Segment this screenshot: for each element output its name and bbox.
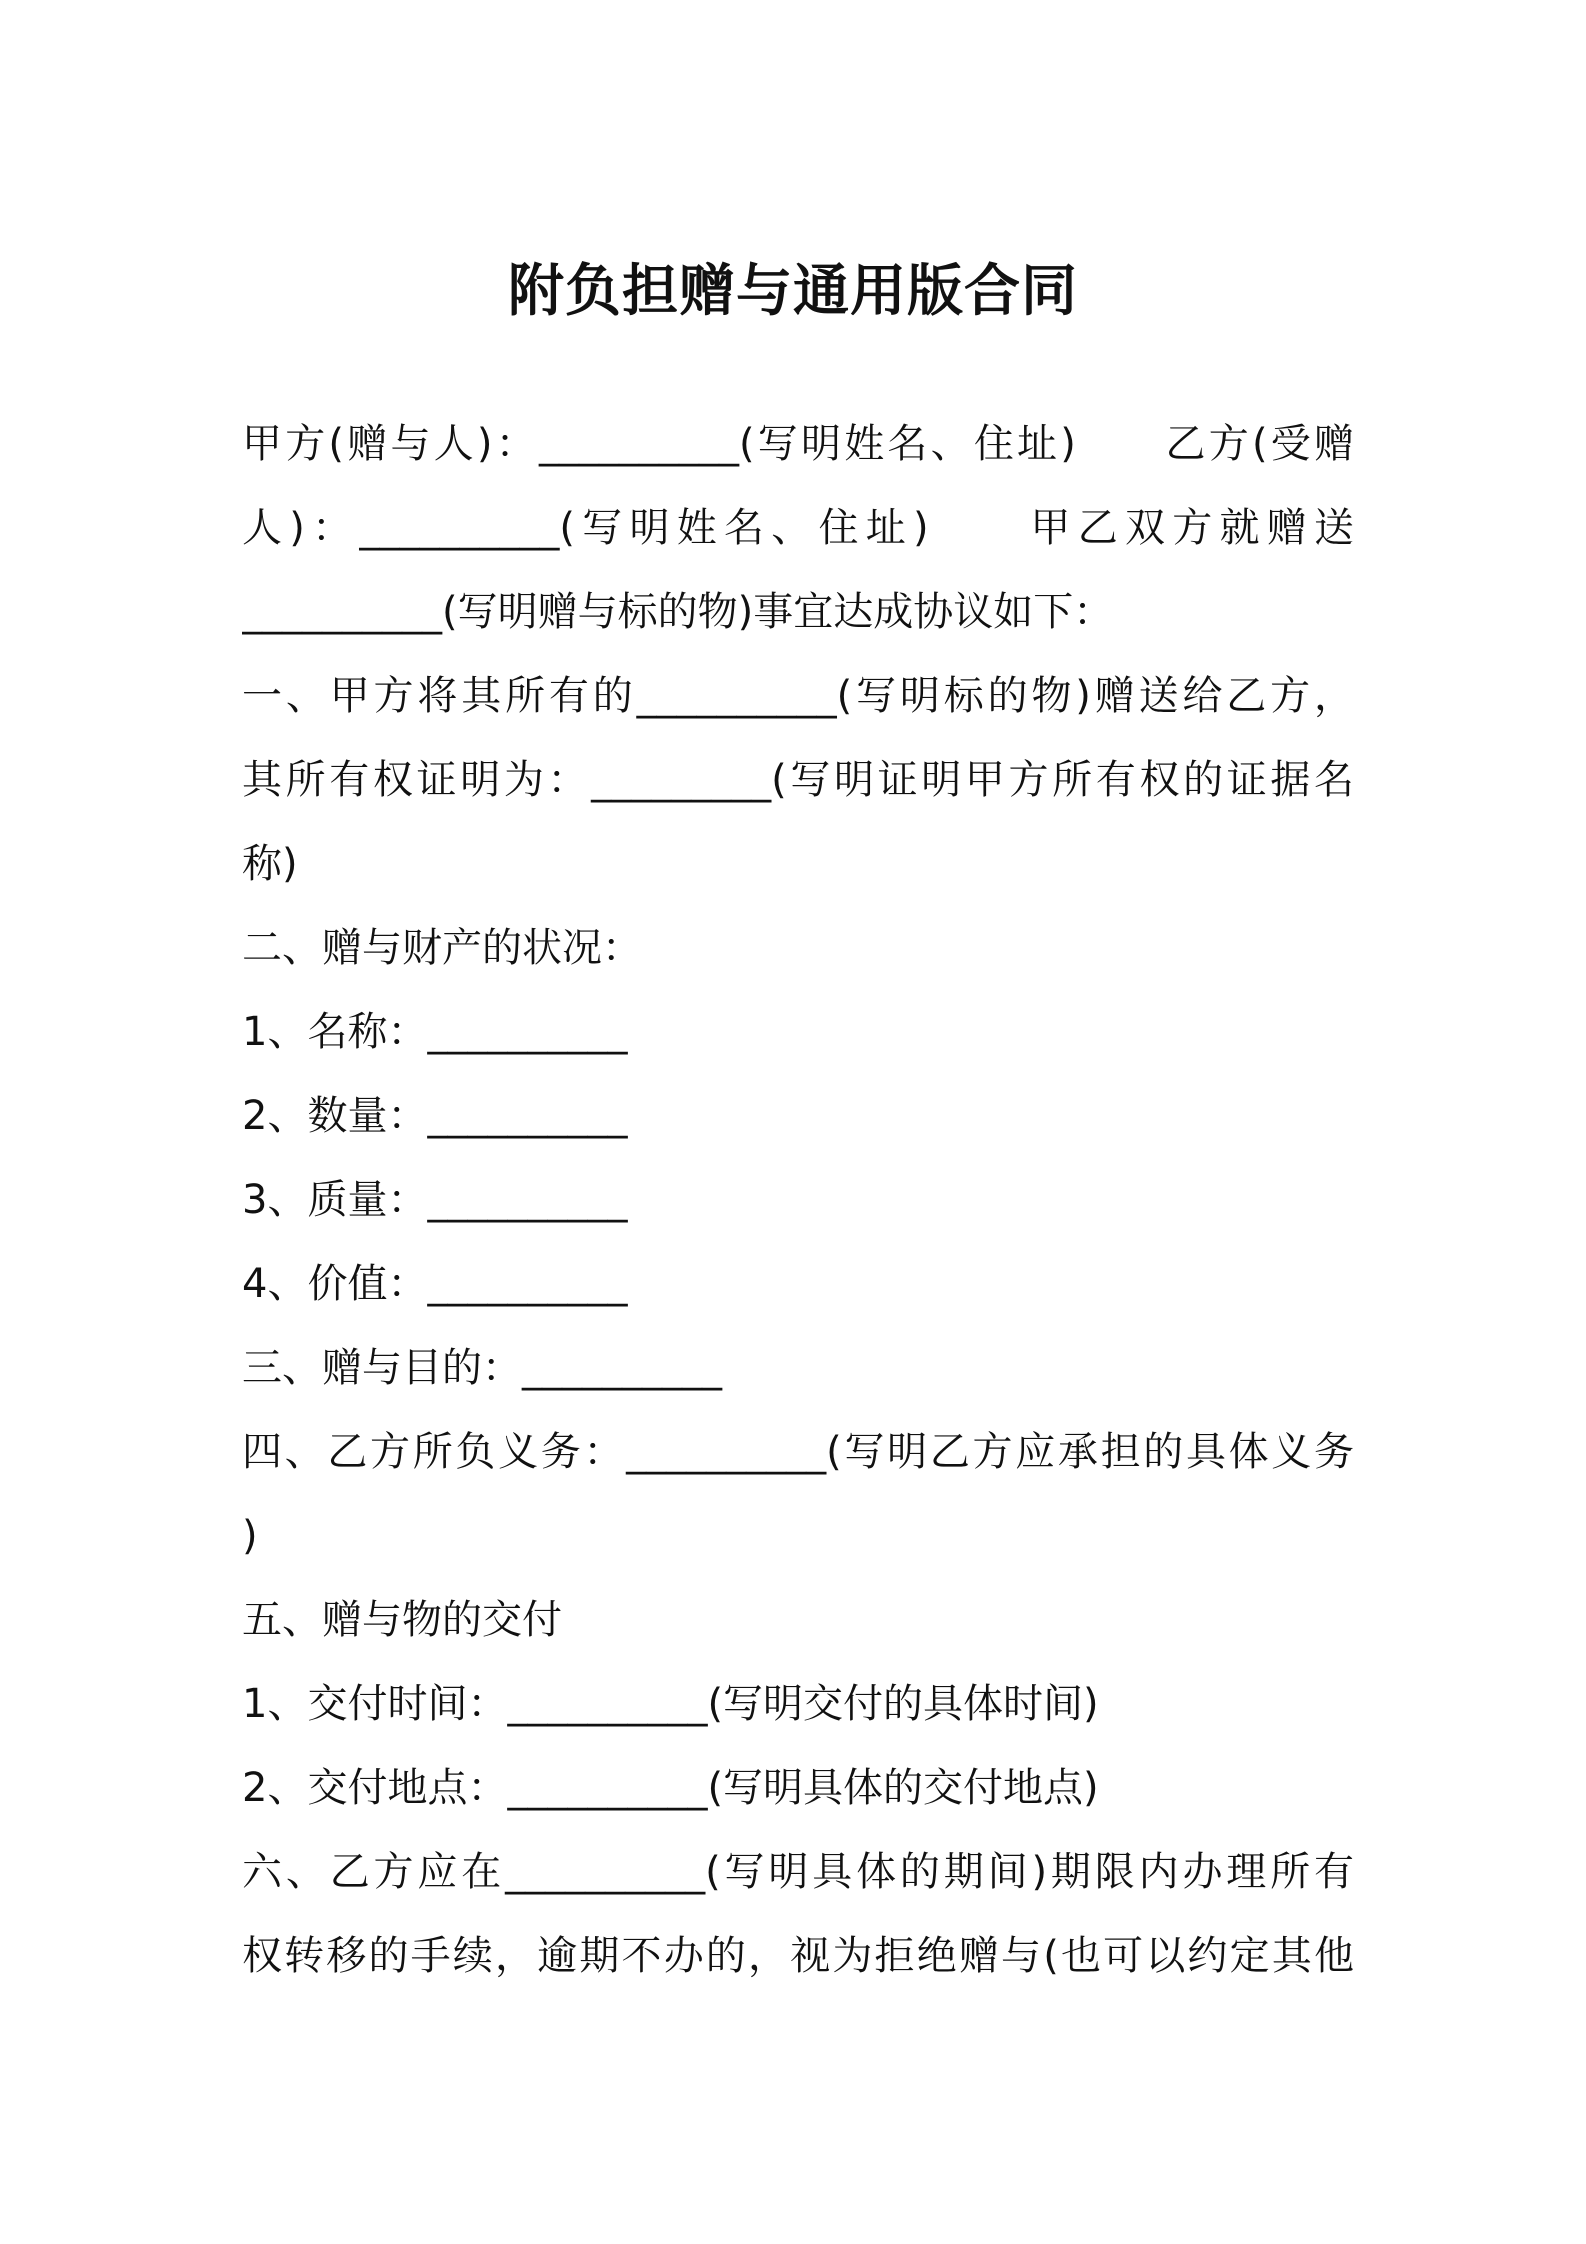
clause-2-item-quantity: 2、数量：__________ bbox=[242, 1093, 628, 1139]
agreement-intro-line: __________(写明赠与标的物)事宜达成协议如下： bbox=[242, 589, 1114, 635]
clause-4-line-2: ) bbox=[242, 1513, 258, 1559]
clause-5-heading: 五、赠与物的交付 bbox=[242, 1597, 562, 1643]
party-a-line: 甲方(赠与人)：__________(写明姓名、住址) 乙方(受赠 bbox=[242, 421, 1354, 467]
clause-5-delivery-time: 1、交付时间：__________(写明交付的具体时间) bbox=[242, 1681, 1099, 1727]
clause-2-item-name: 1、名称：__________ bbox=[242, 1009, 628, 1055]
clause-3-line: 三、赠与目的：__________ bbox=[242, 1345, 722, 1391]
party-b-line: 人)：__________(写明姓名、住址) 甲乙双方就赠送 bbox=[242, 505, 1354, 551]
clause-4-line-1: 四、乙方所负义务：__________(写明乙方应承担的具体义务 bbox=[242, 1429, 1354, 1475]
clause-2-heading: 二、赠与财产的状况： bbox=[242, 925, 642, 971]
clause-2-item-quality: 3、质量：__________ bbox=[242, 1177, 628, 1223]
clause-6-line-2: 权转移的手续，逾期不办的，视为拒绝赠与(也可以约定其他 bbox=[242, 1933, 1354, 1979]
document-title: 附负担赠与通用版合同 bbox=[508, 259, 1078, 324]
contract-body bbox=[242, 402, 1354, 1998]
clause-1-line-1: 一、甲方将其所有的__________(写明标的物)赠送给乙方， bbox=[242, 673, 1354, 719]
clause-6-line-1: 六、乙方应在__________(写明具体的期间)期限内办理所有 bbox=[242, 1849, 1354, 1895]
clause-2-item-value: 4、价值：__________ bbox=[242, 1261, 628, 1307]
clause-1-line-3: 称) bbox=[242, 841, 298, 887]
clause-5-delivery-place: 2、交付地点：__________(写明具体的交付地点) bbox=[242, 1765, 1099, 1811]
clause-1-line-2: 其所有权证明为：_________(写明证明甲方所有权的证据名 bbox=[242, 757, 1354, 803]
